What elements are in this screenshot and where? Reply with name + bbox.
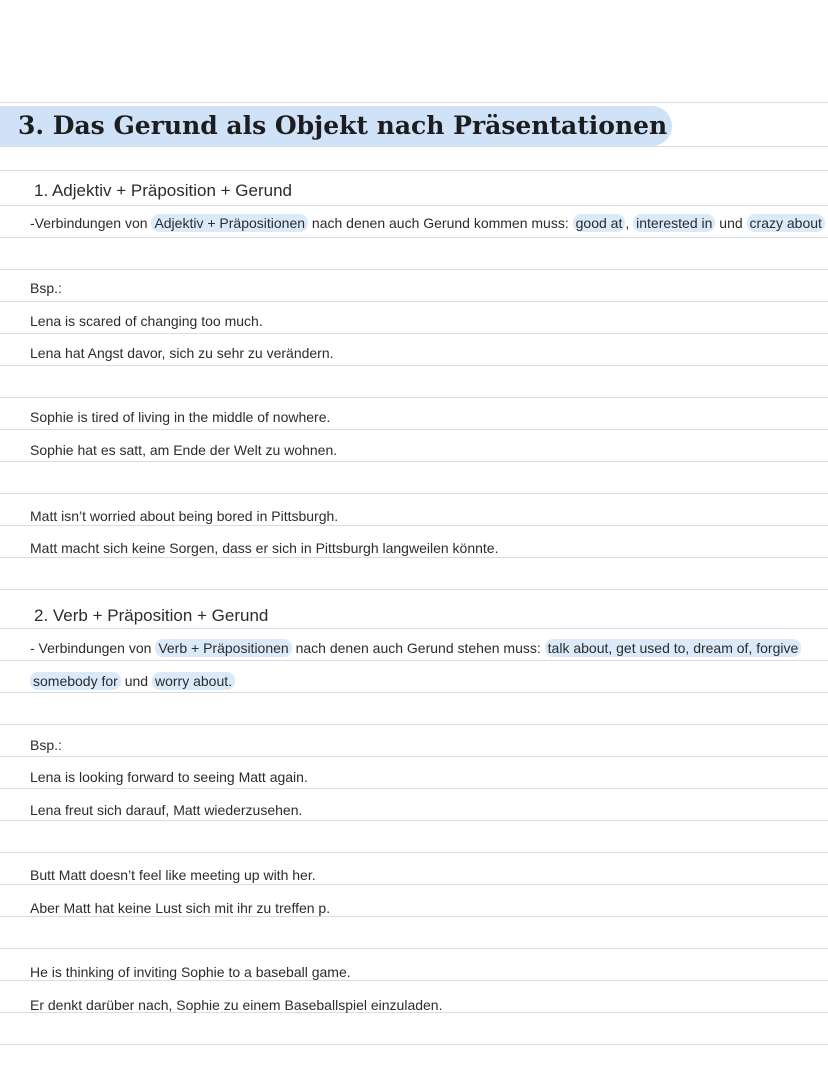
example-en: Butt Matt doesn’t feel like meeting up with her. — [30, 867, 316, 883]
example-de: Lena hat Angst davor, sich zu sehr zu verändern. — [30, 345, 334, 361]
example-en: Lena is scared of changing too much. — [30, 313, 263, 329]
def-highlight: good at — [573, 214, 626, 232]
rule-line — [0, 461, 828, 462]
def-highlight: interested in — [633, 214, 715, 232]
rule-line — [0, 852, 828, 853]
example-en: Matt isn’t worried about being bored in Pittsburgh. — [30, 508, 339, 524]
rule-line — [0, 692, 828, 693]
def-text: - Verbindungen von — [30, 640, 152, 656]
page-title: 3. Das Gerund als Objekt nach Präsentationen — [18, 111, 668, 140]
example-de: Lena freut sich darauf, Matt wiederzusehen. — [30, 802, 303, 818]
section2-heading: 2. Verb + Präposition + Gerund — [34, 606, 269, 625]
def-text: und — [719, 215, 743, 231]
def-highlight: Adjektiv + Präpositionen — [151, 214, 308, 232]
rule-line — [0, 237, 828, 238]
rule-line — [0, 660, 828, 661]
rule-line — [0, 948, 828, 949]
rule-line — [0, 788, 828, 789]
example-en: Lena is looking forward to seeing Matt again. — [30, 769, 308, 785]
def-text: nach denen auch Gerund stehen muss: — [295, 640, 541, 656]
example-en: He is thinking of inviting Sophie to a baseball game. — [30, 964, 351, 980]
bsp-label: Bsp.: — [30, 737, 62, 753]
bsp-label: Bsp.: — [30, 280, 62, 296]
section2-definition — [30, 638, 801, 658]
rule-line — [0, 365, 828, 366]
rule-line — [0, 756, 828, 757]
rule-line — [0, 397, 828, 398]
rule-line — [0, 589, 828, 590]
rule-line — [0, 269, 828, 270]
section1-definition — [30, 213, 825, 233]
rule-line — [0, 820, 828, 821]
def-highlight: talk about, get used to, dream of, forgive — [545, 639, 802, 657]
rule-line — [0, 1044, 828, 1045]
def-highlight: Verb + Präpositionen — [155, 639, 291, 657]
def-highlight: crazy about — [747, 214, 825, 232]
example-de: Er denkt darüber nach, Sophie zu einem Baseballspiel einzuladen. — [30, 997, 443, 1013]
rule-line — [0, 170, 828, 171]
rule-line — [0, 333, 828, 334]
rule-line — [0, 493, 828, 494]
def-text: nach denen auch Gerund kommen muss: — [311, 215, 569, 231]
def-text: -Verbindungen von — [30, 215, 148, 231]
example-de: Aber Matt hat keine Lust sich mit ihr zu treffen p. — [30, 900, 331, 916]
def-text: , — [625, 215, 630, 231]
def-highlight: worry about. — [152, 672, 235, 690]
rule-line — [0, 724, 828, 725]
example-en: Sophie is tired of living in the middle of nowhere. — [30, 409, 331, 425]
example-de: Matt macht sich keine Sorgen, dass er sich in Pittsburgh langweilen könnte. — [30, 540, 499, 556]
section1-heading: 1. Adjektiv + Präposition + Gerund — [34, 181, 292, 200]
example-de: Sophie hat es satt, am Ende der Welt zu wohnen. — [30, 442, 338, 458]
rule-line — [0, 205, 828, 206]
def-text: und — [124, 673, 149, 689]
rule-line — [0, 628, 828, 629]
rule-line — [0, 102, 828, 103]
def-highlight: somebody for — [30, 672, 121, 690]
rule-line — [0, 146, 828, 147]
rule-line — [0, 301, 828, 302]
section2-definition-cont — [30, 671, 235, 691]
rule-line — [0, 429, 828, 430]
